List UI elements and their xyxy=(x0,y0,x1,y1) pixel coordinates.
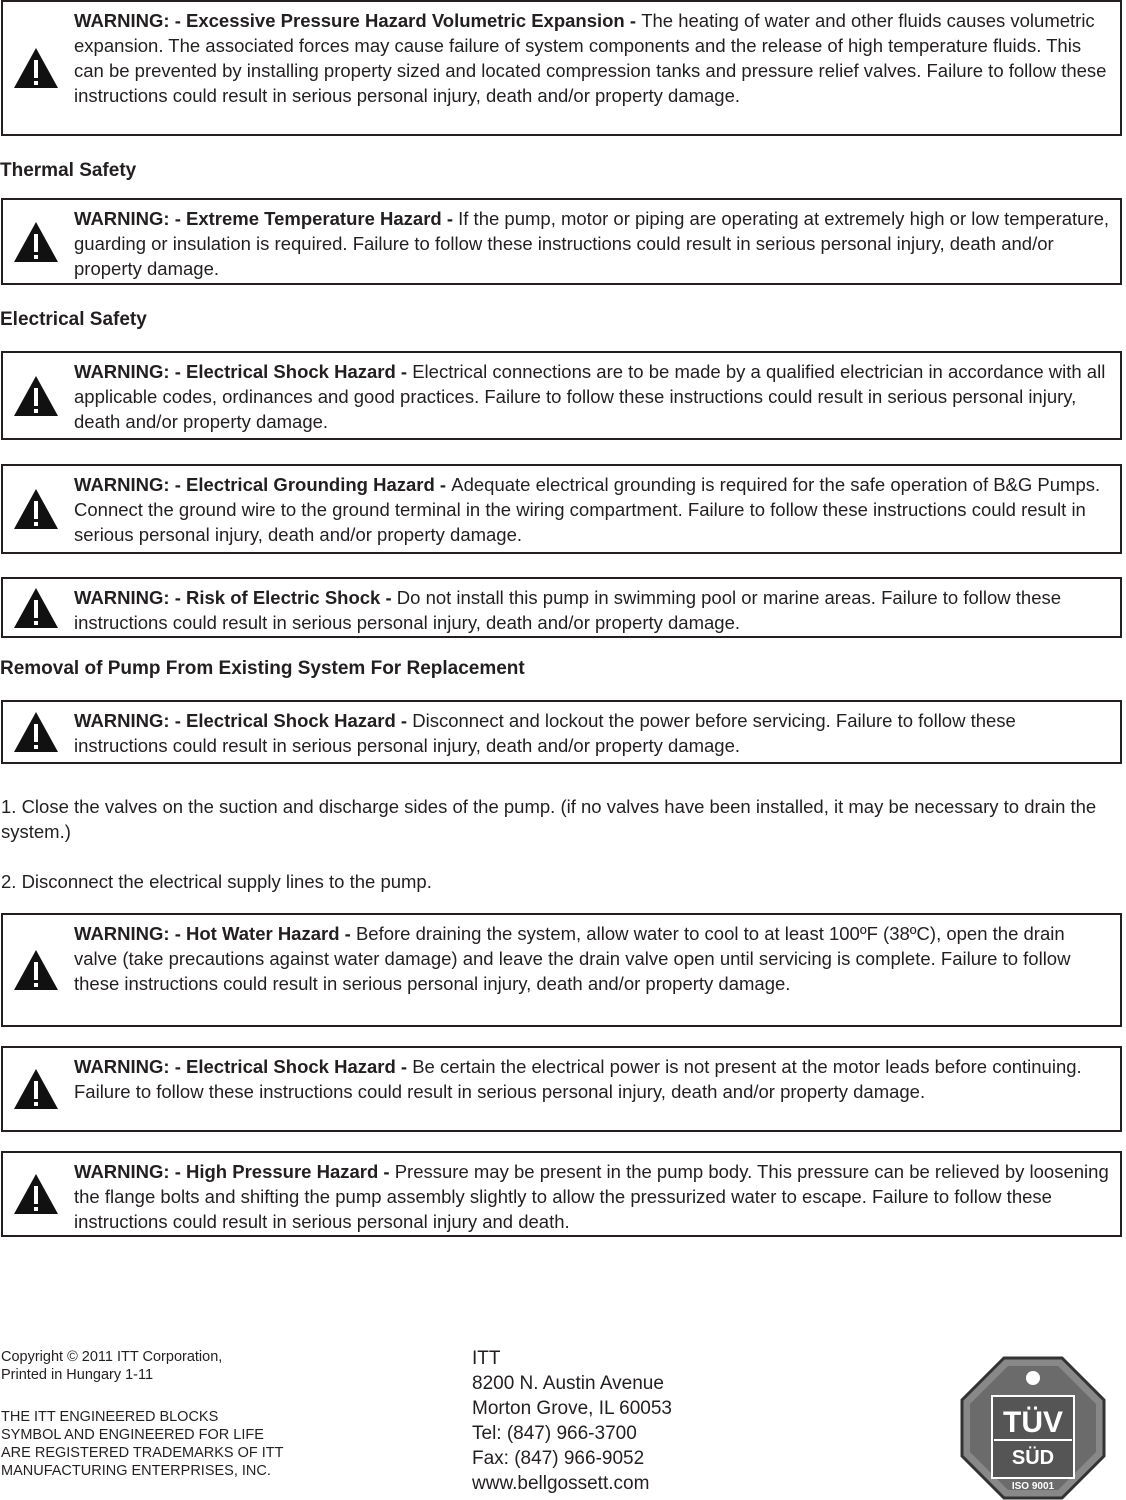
warning-box-disconnect-power xyxy=(1,700,1122,764)
company-address xyxy=(472,1346,672,1496)
logo-text-iso: ISO 9001 xyxy=(1011,1481,1055,1492)
warning-body: Pressure may be present in the pump body. This pressure can be relieved by loosening the flange bolts and shifting the pump assembly slightly to allow the pressurized water to escape. Failure to follow these instructions could result in serious personal injury and death. xyxy=(74,1161,1109,1232)
warning-title: WARNING: - Electrical Shock Hazard - xyxy=(74,361,413,382)
warning-text xyxy=(74,708,1112,758)
warning-text xyxy=(74,1159,1112,1234)
warning-body: Electrical connections are to be made by a qualified electrician in accordance with all applicable codes, ordinances and good practices. Failure to follow these instructions could result in serious personal injury, death and/or property damage. xyxy=(74,361,1106,432)
warning-body: Adequate electrical grounding is required for the safe operation of B&G Pumps. Connect the ground wire to the ground terminal in the wiring compartment. Failure to follow these instructions could result in serious personal injury, death and/or property damage. xyxy=(74,474,1101,545)
warning-triangle-icon xyxy=(13,221,59,263)
warning-box-motor-leads xyxy=(1,1046,1122,1132)
warning-box-electrical-grounding xyxy=(1,464,1122,554)
warning-title: WARNING: - Hot Water Hazard - xyxy=(74,923,356,944)
heading-thermal-safety: Thermal Safety xyxy=(0,160,137,181)
warning-body: Do not install this pump in swimming pool or marine areas. Failure to follow these instructions could result in serious personal injury, death and/or property damage. xyxy=(74,587,1062,633)
tuv-sud-iso-9001-logo xyxy=(960,1356,1106,1500)
warning-title: WARNING: - High Pressure Hazard - xyxy=(74,1161,395,1182)
warning-box-high-pressure xyxy=(1,1151,1122,1237)
heading-removal: Removal of Pump From Existing System For Replacement xyxy=(0,658,525,679)
trademark-line: THE ITT ENGINEERED BLOCKS xyxy=(1,1409,219,1425)
website[interactable]: www.bellgossett.com xyxy=(472,1473,650,1494)
warning-triangle-icon xyxy=(13,711,59,753)
warning-body: The heating of water and other fluids causes volumetric expansion. The associated forces may cause failure of system components and the release of high temperature fluids. This can be prevented by installing property sized and located compression tanks and pressure relief valves. Failure to follow these instructions could result in serious personal injury, death and/or property damage. xyxy=(74,10,1107,106)
trademark-line: SYMBOL AND ENGINEERED FOR LIFE xyxy=(1,1427,264,1443)
copyright-notice xyxy=(1,1348,222,1384)
warning-text xyxy=(74,8,1112,108)
warning-triangle-icon xyxy=(13,1068,59,1110)
warning-title: WARNING: - Excessive Pressure Hazard Volumetric Expansion - xyxy=(74,10,642,31)
fax: Fax: (847) 966-9052 xyxy=(472,1448,645,1469)
logo-text-tuv: TÜV xyxy=(1003,1406,1063,1439)
warning-text xyxy=(74,359,1112,434)
warning-title: WARNING: - Electrical Grounding Hazard - xyxy=(74,474,452,495)
street: 8200 N. Austin Avenue xyxy=(472,1373,664,1394)
warning-text xyxy=(74,472,1112,547)
warning-triangle-icon xyxy=(13,488,59,530)
warning-triangle-icon xyxy=(13,949,59,991)
warning-text xyxy=(74,585,1112,635)
warning-title: WARNING: - Electrical Shock Hazard - xyxy=(74,1056,413,1077)
warning-title: WARNING: - Electrical Shock Hazard - xyxy=(74,710,413,731)
warning-triangle-icon xyxy=(13,375,59,417)
warning-box-electrical-shock xyxy=(1,351,1122,440)
printed-line: Printed in Hungary 1-11 xyxy=(1,1367,154,1383)
warning-box-volumetric-expansion xyxy=(1,0,1122,136)
warning-triangle-icon xyxy=(13,587,59,629)
warning-body: Before draining the system, allow water to cool to at least 100ºF (38ºC), open the drain valve (take precautions against water damage) and leave the drain valve open until servicing is complete. Failure to follow these instructions could result in serious personal injury, death and/or property damage. xyxy=(74,923,1071,994)
trademark-notice xyxy=(1,1408,284,1480)
warning-body: Be certain the electrical power is not present at the motor leads before continuing. Failure to follow these instructions could result in serious personal injury, death and/or property damage. xyxy=(74,1056,1082,1102)
trademark-line: MANUFACTURING ENTERPRISES, INC. xyxy=(1,1463,271,1479)
warning-title: WARNING: - Risk of Electric Shock - xyxy=(74,587,397,608)
warning-body: If the pump, motor or piping are operating at extremely high or low temperature, guarding or insulation is required. Failure to follow these instructions could result in serious personal injury, death and/or property damage. xyxy=(74,208,1110,279)
warning-text xyxy=(74,206,1112,281)
copyright-line: Copyright © 2011 ITT Corporation, xyxy=(1,1349,223,1365)
trademark-line: ARE REGISTERED TRADEMARKS OF ITT xyxy=(1,1445,284,1461)
warning-box-extreme-temperature xyxy=(1,198,1122,285)
warning-text xyxy=(74,1054,1112,1104)
warning-text xyxy=(74,921,1112,996)
heading-electrical-safety: Electrical Safety xyxy=(0,309,147,330)
company-name: ITT xyxy=(472,1348,501,1369)
step-2: 2. Disconnect the electrical supply lines to the pump. xyxy=(1,871,432,892)
warning-triangle-icon xyxy=(13,47,59,89)
step-1: 1. Close the valves on the suction and discharge sides of the pump. (if no valves have been installed, it may be necessary to drain the system.) xyxy=(1,796,1097,842)
city: Morton Grove, IL 60053 xyxy=(472,1398,672,1419)
warning-triangle-icon xyxy=(13,1173,59,1215)
warning-title: WARNING: - Extreme Temperature Hazard - xyxy=(74,208,459,229)
logo-text-sud: SÜD xyxy=(1011,1447,1055,1469)
phone: Tel: (847) 966-3700 xyxy=(472,1423,637,1444)
warning-box-hot-water xyxy=(1,913,1122,1027)
warning-box-electric-shock-risk xyxy=(1,577,1122,638)
warning-body: Disconnect and lockout the power before servicing. Failure to follow these instructions could result in serious personal injury, death and/or property damage. xyxy=(74,710,1016,756)
